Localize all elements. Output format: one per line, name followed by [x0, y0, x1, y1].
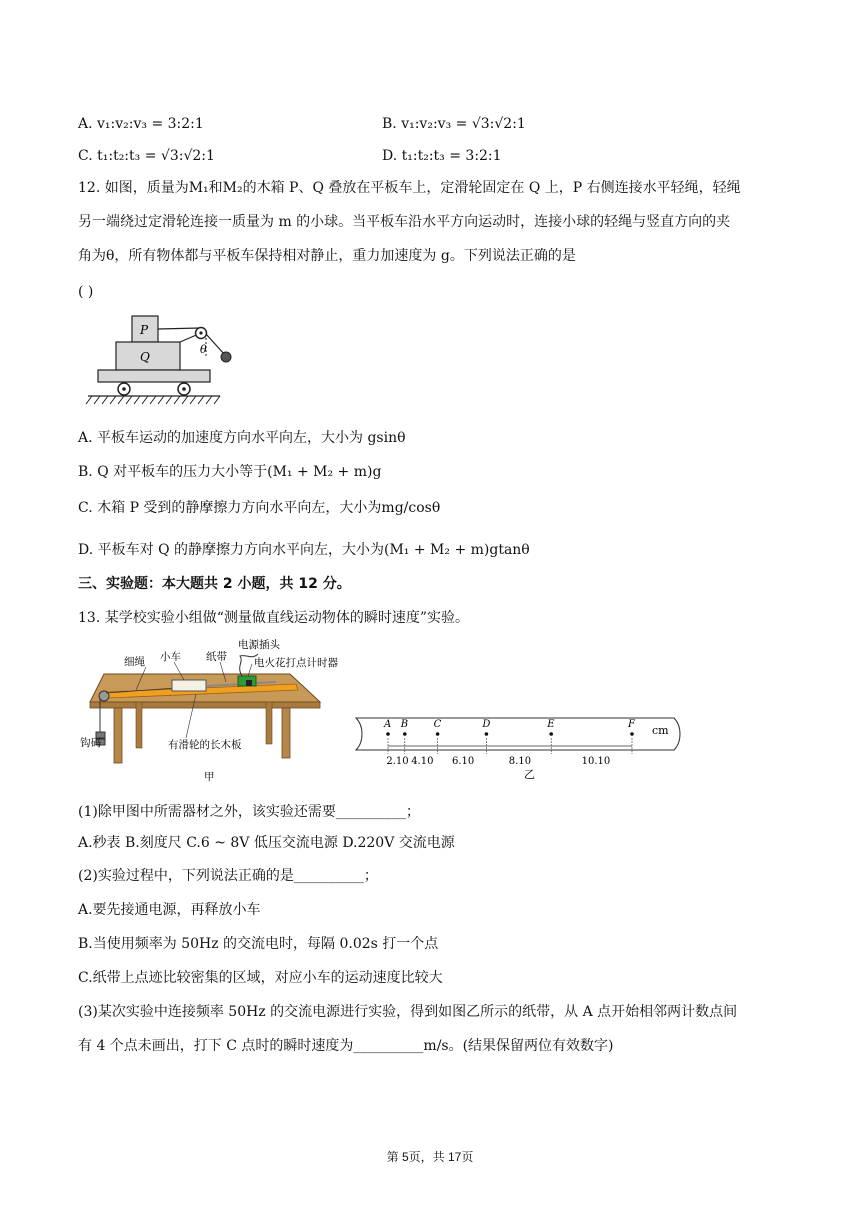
q12-option-b: B. Q 对平板车的压力大小等于(M₁ + M₂ + m)g	[78, 464, 382, 480]
label-rope: 细绳	[124, 656, 145, 668]
q13-part1: (1)除甲图中所需器材之外，该实验还需要__________；	[78, 804, 420, 820]
tape-point-label-C: C	[433, 719, 442, 730]
tape-unit: cm	[652, 724, 669, 737]
tape-point-F	[630, 732, 634, 736]
tape-point-label-E: E	[547, 719, 555, 730]
q12-stem-line1: 12. 如图，质量为M₁和M₂的木箱 P、Q 叠放在平板车上，定滑轮固定在 Q 上，P 右侧连接水平轻绳，轻绳	[78, 180, 741, 196]
tape-distance-label: 10.10	[581, 756, 611, 767]
q12-stem-line3: 角为θ，所有物体都与平板车保持相对静止，重力加速度为 g。下列说法正确的是	[78, 248, 576, 264]
table-leg	[114, 708, 122, 763]
q13-part3-line1: (3)某次实验中连接频率 50Hz 的交流电源进行实验，得到如图乙所示的纸带，从 A 点开始相邻两计数点间	[78, 1004, 738, 1020]
q13-part3-line2: 有 4 个点未画出，打下 C 点时的瞬时速度为__________m/s。(结果保留两位有效数字)	[78, 1038, 614, 1054]
flatbed-cart	[98, 370, 210, 382]
tape-point-C	[436, 732, 440, 736]
q11-option-c: C. t₁:t₂:t₃ = √3:√2:1	[78, 148, 215, 164]
label-weight: 钩码	[80, 737, 101, 749]
small-ball	[221, 352, 231, 362]
q12-stem-line2: 另一端绕过定滑轮连接一质量为 m 的小球。当平板车沿水平方向运动时，连接小球的轻绳与竖直方向的夹	[78, 214, 731, 230]
q12-option-d: D. 平板车对 Q 的静摩擦力方向水平向左，大小为(M₁ + M₂ + m)gtanθ	[78, 542, 530, 558]
tape-point-label-D: D	[482, 719, 491, 730]
tape-distance-label: 2.10	[386, 756, 409, 767]
q13-part2: (2)实验过程中，下列说法正确的是__________；	[78, 868, 378, 884]
tape-point-label-F: F	[628, 719, 635, 730]
q12-cart-figure	[88, 312, 238, 407]
tape-point-A	[386, 732, 390, 736]
table-leg	[282, 708, 290, 758]
label-p: P	[140, 323, 149, 337]
q13-part2-option-c: C.纸带上点迹比较密集的区域，对应小车的运动速度比较大	[78, 970, 443, 986]
q11-option-a: A. v₁:v₂:v₃ = 3:2:1	[78, 116, 204, 132]
tape-distance-label: 6.10	[452, 756, 475, 767]
q13-part1-options: A.秒表 B.刻度尺 C.6 ~ 8V 低压交流电源 D.220V 交流电源	[78, 835, 455, 851]
label-tape: 纸带	[206, 651, 227, 663]
tape-point-D	[485, 732, 489, 736]
q11-option-b: B. v₁:v₂:v₃ = √3:√2:1	[382, 116, 526, 132]
tape-distance-label: 4.10	[411, 756, 434, 767]
caption-yi: 乙	[524, 768, 535, 781]
q13-apparatus-figure	[76, 636, 338, 784]
q12-option-c: C. 木箱 P 受到的静摩擦力方向水平向左，大小为mg/cosθ	[78, 500, 441, 516]
horizontal-rope	[158, 328, 200, 329]
theta-label: θ	[200, 343, 207, 356]
label-plug: 电源插头	[238, 639, 280, 651]
q13-part2-option-b: B.当使用频率为 50Hz 的交流电时，每隔 0.02s 打一个点	[78, 936, 439, 952]
label-car: 小车	[160, 651, 181, 663]
section-heading: 三、实验题：本大题共 2 小题，共 12 分。	[78, 576, 351, 592]
tape-point-E	[549, 732, 553, 736]
tape-distance-label: 8.10	[508, 756, 532, 767]
label-q: Q	[140, 350, 150, 364]
q13-part2-option-a: A.要先接通电源，再释放小车	[78, 902, 261, 918]
pendulum-rope	[206, 334, 225, 355]
label-board: 有滑轮的长木板	[168, 739, 242, 751]
tape-point-label-B: B	[400, 719, 409, 730]
page-footer: 第 5页，共 17页	[386, 1150, 474, 1164]
q11-option-d: D. t₁:t₂:t₃ = 3:2:1	[382, 148, 502, 164]
label-timer: 电火花打点计时器	[254, 657, 338, 669]
q13-intro: 13. 某学校实验小组做“测量做直线运动物体的瞬时速度”实验。	[78, 610, 470, 626]
q13-tape-figure	[356, 714, 686, 786]
caption-jia: 甲	[204, 771, 215, 783]
cart	[172, 680, 206, 691]
q12-option-a: A. 平板车运动的加速度方向水平向左，大小为 gsinθ	[78, 430, 406, 446]
tape-point-label-A: A	[384, 719, 392, 730]
q12-answer-paren: ( )	[78, 284, 94, 300]
tape-point-B	[403, 732, 407, 736]
